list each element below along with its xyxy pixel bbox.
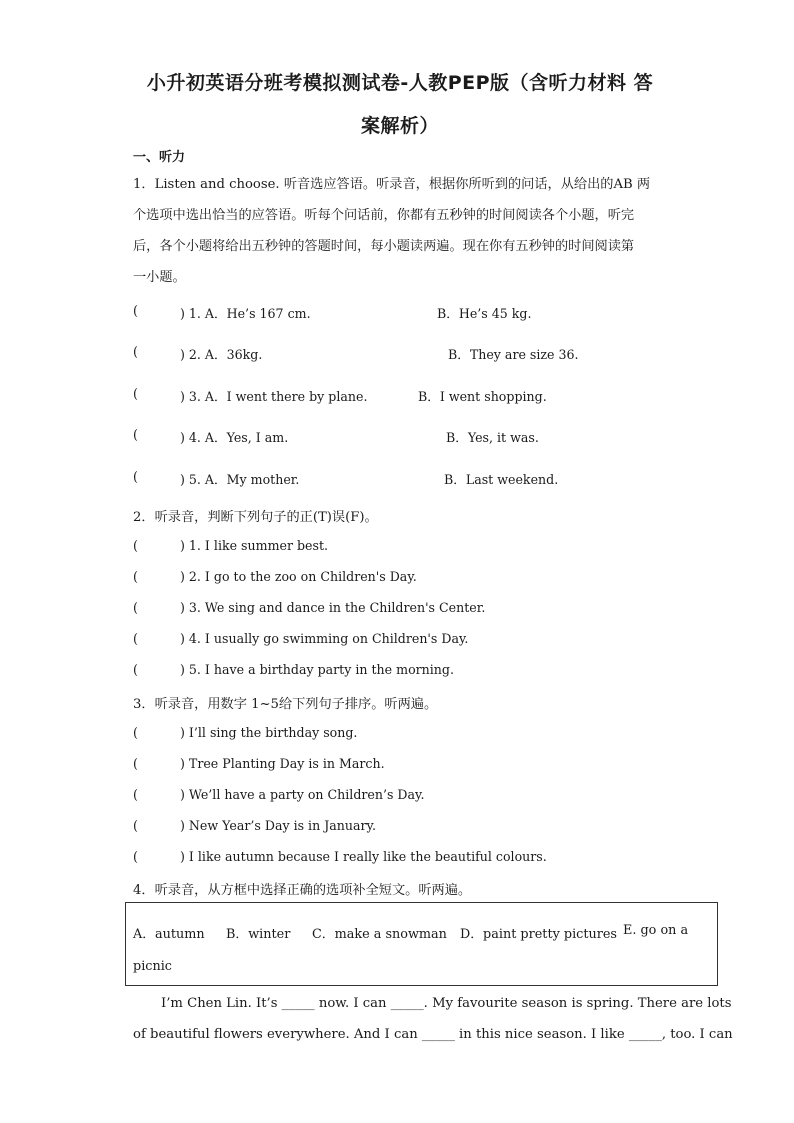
page-title: 小升初英语分班考模拟测试卷-人教PEP版（含听力材料 答 (146, 72, 654, 94)
option-b: B．Last weekend. (444, 472, 559, 487)
answer-blank[interactable]: ( (133, 787, 138, 802)
statement-text: ) 3. We sing and dance in the Children's Center. (180, 600, 486, 615)
q3-item (133, 849, 693, 867)
answer-blank[interactable]: ( (133, 631, 138, 646)
option-b: B．They are size 36. (448, 347, 579, 362)
q1-item (133, 386, 693, 404)
option-a: ) 3. A．I went there by plane. (180, 389, 368, 404)
option-a: ) 2. A．36kg. (180, 347, 263, 362)
q1-item (133, 427, 693, 445)
statement-text: ) 1. I like summer best. (180, 538, 329, 553)
answer-blank[interactable]: ( (133, 427, 138, 442)
q2-instruction: 2．听录音，判断下列句子的正(T)误(F)。 (133, 510, 378, 525)
answer-blank[interactable]: ( (133, 303, 138, 318)
sentence-text: ) We’ll have a party on Children’s Day. (180, 787, 425, 802)
passage-line: of beautiful flowers everywhere. And I can _____ in this nice season. I like _____, too. I can (133, 1027, 733, 1042)
sentence-text: ) I like autumn because I really like the beautiful colours. (180, 849, 547, 864)
q1-instruction-line: 后，各个小题将给出五秒钟的答题时间，每小题读两遍。现在你有五秒钟的时间阅读第 (133, 239, 635, 254)
q3-instruction: 3．听录音，用数字 1~5给下列句子排序。听两遍。 (133, 697, 438, 712)
option-a: ) 4. A．Yes, I am. (180, 430, 289, 445)
answer-blank[interactable]: ( (133, 600, 138, 615)
statement-text: ) 2. I go to the zoo on Children's Day. (180, 569, 417, 584)
statement-text: ) 4. I usually go swimming on Children's Day. (180, 631, 469, 646)
options-box (125, 902, 718, 986)
q2-item (133, 662, 693, 680)
q1-instruction-line: 1．Listen and choose. 听音选应答语。听录音，根据你所听到的问话，从给出的AB 两 (133, 177, 651, 192)
statement-text: ) 5. I have a birthday party in the morning. (180, 662, 454, 677)
option-b: B．winter (226, 927, 291, 942)
q1-item (133, 303, 693, 321)
q4-instruction: 4．听录音，从方框中选择正确的选项补全短文。听两遍。 (133, 883, 472, 898)
option-b: B．Yes, it was. (446, 430, 539, 445)
option-a: ) 1. A．He’s 167 cm. (180, 306, 311, 321)
sentence-text: ) I’ll sing the birthday song. (180, 725, 358, 740)
answer-blank[interactable]: ( (133, 538, 138, 553)
option-a: A．autumn (133, 927, 205, 942)
page-title-continued: 案解析） (360, 115, 439, 137)
answer-blank[interactable]: ( (133, 569, 138, 584)
option-b: B．He’s 45 kg. (437, 306, 532, 321)
option-d: D．paint pretty pictures (460, 927, 617, 942)
answer-blank[interactable]: ( (133, 662, 138, 677)
option-a: ) 5. A．My mother. (180, 472, 300, 487)
answer-blank[interactable]: ( (133, 818, 138, 833)
answer-blank[interactable]: ( (133, 344, 138, 359)
q2-item (133, 631, 693, 649)
q3-item (133, 818, 693, 836)
q3-item (133, 725, 693, 743)
option-e-continued: picnic (133, 959, 172, 974)
passage-line: I’m Chen Lin. It’s _____ now. I can _____. My favourite season is spring. There are lots (161, 996, 732, 1011)
q1-instruction-line: 一小题。 (133, 270, 186, 285)
answer-blank[interactable]: ( (133, 849, 138, 864)
option-c: C．make a snowman (312, 927, 447, 942)
answer-blank[interactable]: ( (133, 756, 138, 771)
q2-item (133, 538, 693, 556)
q1-instruction-line: 个选项中选出恰当的应答语。听每个问话前，你都有五秒钟的时间阅读各个小题，听完 (133, 208, 635, 223)
q1-item (133, 469, 693, 487)
answer-blank[interactable]: ( (133, 469, 138, 484)
sentence-text: ) Tree Planting Day is in March. (180, 756, 385, 771)
option-e: E. go on a (623, 923, 689, 938)
option-b: B．I went shopping. (418, 389, 547, 404)
q3-item (133, 756, 693, 774)
sentence-text: ) New Year’s Day is in January. (180, 818, 376, 833)
q3-item (133, 787, 693, 805)
answer-blank[interactable]: ( (133, 386, 138, 401)
section-heading-listening: 一、听力 (133, 150, 186, 165)
answer-blank[interactable]: ( (133, 725, 138, 740)
q2-item (133, 569, 693, 587)
q2-item (133, 600, 693, 618)
q1-item (133, 344, 693, 362)
